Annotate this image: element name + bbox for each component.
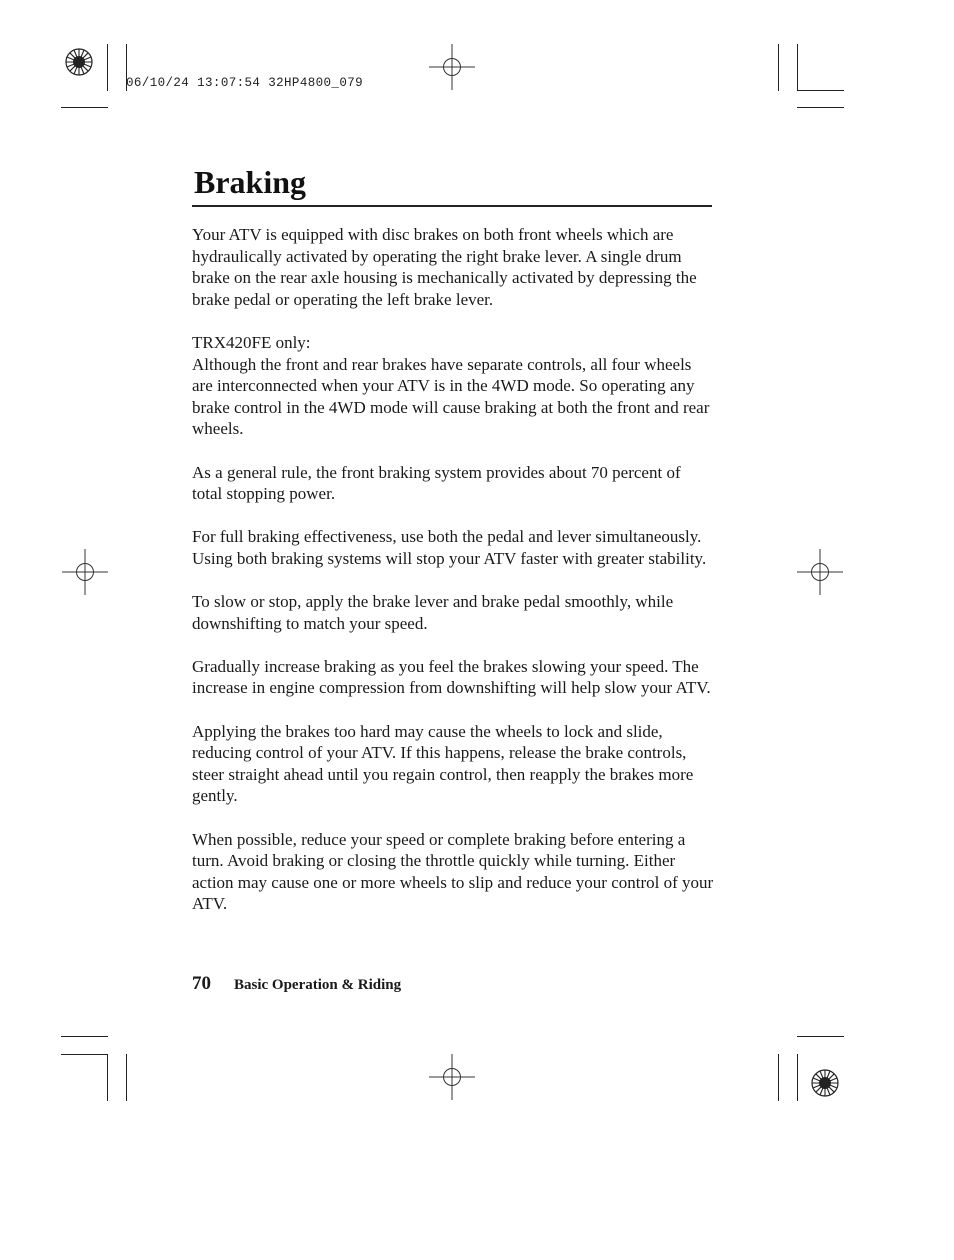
title-underline (192, 205, 712, 207)
paragraph-disc-brakes: Your ATV is equipped with disc brakes on both front wheels which are hydraulically activated by operating the right brake lever. A single drum brake on the rear axle housing is mechanically activated by depressing the brake pedal or operating the left brake lever. (192, 225, 697, 309)
paragraph-slow-stop: To slow or stop, apply the brake lever and brake pedal smoothly, while downshifting to match your speed. (192, 592, 674, 633)
paragraph-increase-braking: Gradually increase braking as you feel the brakes slowing your speed. The increase in engine compression from downshifting will help slow your ATV. (192, 656, 711, 698)
paragraph-turning: When possible, reduce your speed or complete braking before entering a turn. Avoid braking or closing the throttle quickly while turning. Either action may cause one or more wheels to slip and reduce your control of your ATV. (192, 829, 714, 914)
paragraph-front-braking: As a general rule, the front braking system provides about 70 percent of total stopping power. (192, 462, 681, 504)
model-note-text: Although the front and rear brakes have separate controls, all four wheels are interconnected when your ATV is in the 4WD mode. So operating any brake control in the 4WD mode will cause braking at both the front and rear wheels. (192, 354, 710, 439)
bottom-right-sunburst-icon (812, 1070, 838, 1096)
page-footer (192, 973, 401, 995)
body-text (192, 224, 714, 937)
top-left-sunburst-icon (66, 49, 92, 75)
page-title: Braking (194, 164, 307, 200)
paragraph-effectiveness: For full braking effectiveness, use both the pedal and lever simultaneously. Using both braking systems will stop your ATV faster with greater stability. (192, 527, 707, 568)
paragraph-too-hard: Applying the brakes too hard may cause the wheels to lock and slide, reducing control of your ATV. If this happens, release the brake controls, steer straight ahead until you regain control, then reapply the brakes more gently. (192, 721, 694, 806)
model-note-label: TRX420FE only: (192, 332, 311, 352)
print-timestamp: 06/10/24 13:07:54 32HP4800_079 (126, 76, 364, 90)
page-number: 70 (192, 973, 211, 994)
model-note (192, 332, 714, 440)
section-name: Basic Operation & Riding (234, 977, 402, 993)
